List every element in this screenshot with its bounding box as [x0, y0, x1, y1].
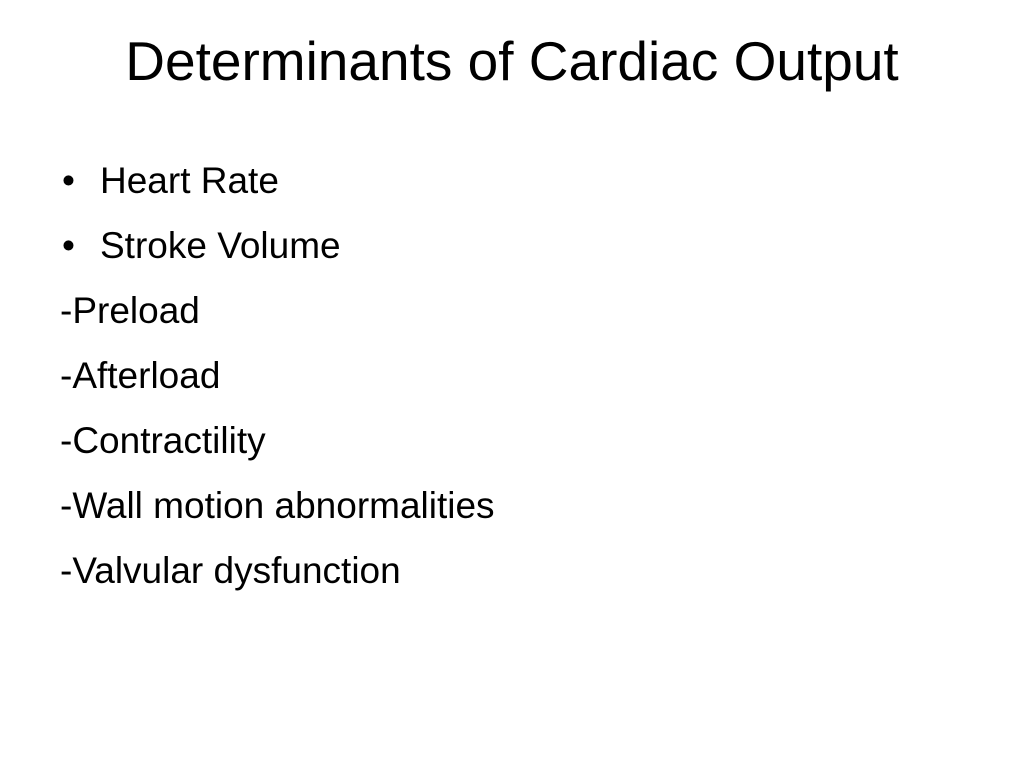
list-item-text: -Valvular dysfunction: [60, 550, 401, 591]
list-item-stroke-volume: [60, 213, 980, 278]
list-item-text: -Contractility: [60, 420, 266, 461]
list-item-text: Heart Rate: [100, 160, 279, 201]
list-item-heart-rate: [60, 148, 980, 213]
list-item-text: -Preload: [60, 290, 200, 331]
list-item-contractility: [60, 408, 980, 473]
slide-title: Determinants of Cardiac Output: [125, 30, 899, 92]
list-item-text: Stroke Volume: [100, 225, 341, 266]
list-item-text: -Wall motion abnormalities: [60, 485, 495, 526]
bullet-marker: •: [62, 225, 75, 266]
list-item-wall-motion: [60, 473, 980, 538]
list-item-valvular-dysfunction: [60, 538, 980, 603]
list-item-afterload: [60, 343, 980, 408]
list-item-preload: [60, 278, 980, 343]
slide-content-list: [60, 148, 980, 603]
bullet-marker: •: [62, 160, 75, 201]
list-item-text: -Afterload: [60, 355, 221, 396]
